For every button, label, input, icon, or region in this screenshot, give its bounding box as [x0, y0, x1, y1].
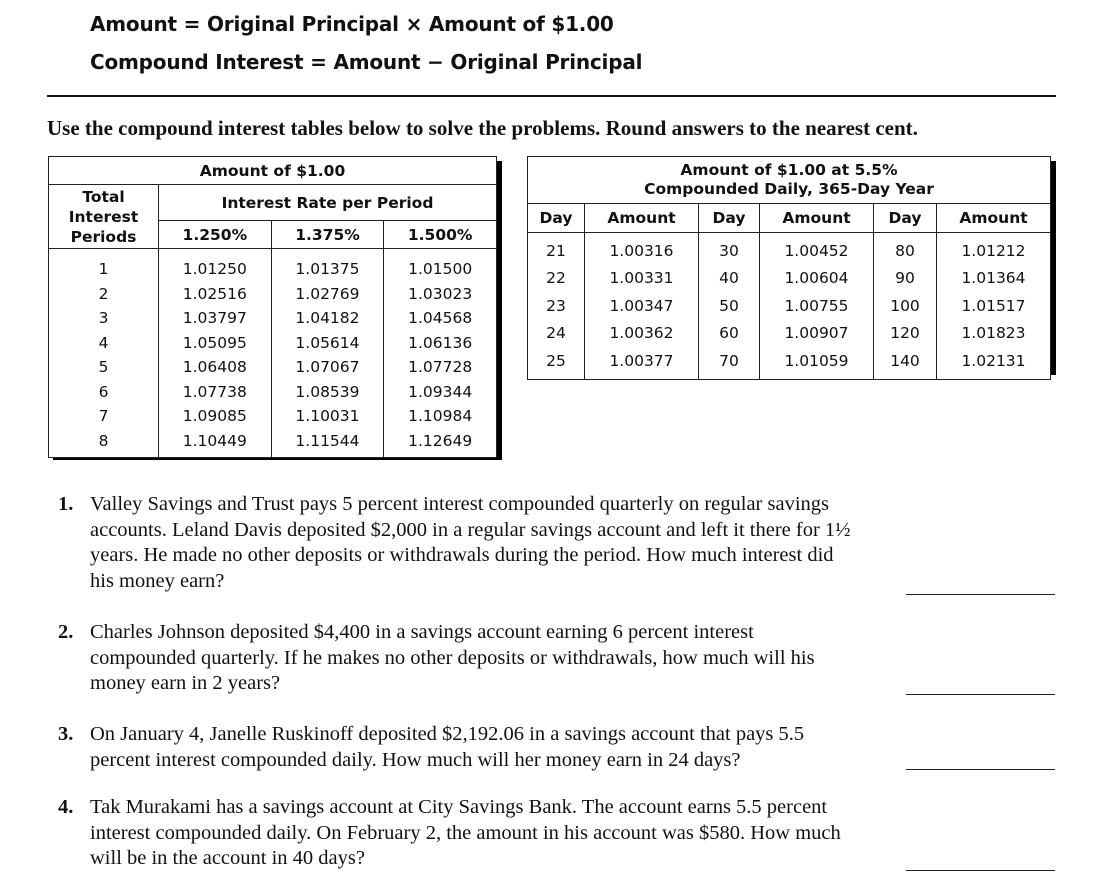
day-cell: 140 [874, 347, 937, 379]
day-cell: 25 [528, 347, 585, 379]
problem-text: On January 4, Janelle Ruskinoff deposited $2,192.06 in a savings account that pays 5.5 percent interest compounded daily. How much will her money earn in 24 days? [90, 723, 805, 771]
rate-header: 1.250% [159, 221, 272, 249]
problem-number: 3. [58, 723, 74, 745]
answer-blank-4[interactable] [906, 870, 1055, 871]
period-cell: 7 [49, 404, 159, 429]
day-header: Day [528, 204, 585, 233]
table-row [528, 347, 1051, 379]
value-cell: 1.01250 [159, 249, 272, 282]
rate-header: 1.375% [271, 221, 384, 249]
amount-cell: 1.00316 [585, 233, 699, 265]
formula-compound-interest: Compound Interest = Amount − Original Principal [90, 50, 643, 74]
problem-number: 1. [58, 493, 74, 515]
problem-2 [58, 620, 858, 697]
table-row [528, 320, 1051, 348]
value-cell: 1.07728 [384, 355, 497, 380]
amount-cell: 1.00907 [760, 320, 874, 348]
table-row [528, 233, 1051, 265]
answer-blank-1[interactable] [906, 594, 1055, 595]
period-cell: 8 [49, 429, 159, 458]
value-cell: 1.06136 [384, 331, 497, 356]
table-row [49, 249, 497, 282]
value-cell: 1.10984 [384, 404, 497, 429]
amount-cell: 1.01059 [760, 347, 874, 379]
problem-1 [58, 492, 858, 594]
day-cell: 40 [699, 265, 760, 293]
period-cell: 5 [49, 355, 159, 380]
answer-blank-2[interactable] [906, 694, 1055, 695]
table-row [49, 282, 497, 307]
table-row [49, 404, 497, 429]
value-cell: 1.11544 [271, 429, 384, 458]
table-title [528, 157, 1051, 204]
day-cell: 22 [528, 265, 585, 293]
value-cell: 1.03023 [384, 282, 497, 307]
table-title: Amount of $1.00 [49, 157, 497, 185]
period-cell: 4 [49, 331, 159, 356]
period-cell: 3 [49, 306, 159, 331]
table-row [49, 306, 497, 331]
amount-cell: 1.00347 [585, 292, 699, 320]
value-cell: 1.10449 [159, 429, 272, 458]
amount-cell: 1.00604 [760, 265, 874, 293]
value-cell: 1.02516 [159, 282, 272, 307]
amount-header: Amount [937, 204, 1051, 233]
day-cell: 120 [874, 320, 937, 348]
value-cell: 1.05614 [271, 331, 384, 356]
answer-blank-3[interactable] [906, 769, 1055, 770]
amount-cell: 1.00452 [760, 233, 874, 265]
problem-3 [58, 722, 858, 773]
table-row [49, 355, 497, 380]
amount-header: Amount [585, 204, 699, 233]
amount-cell: 1.01212 [937, 233, 1051, 265]
problem-number: 2. [58, 621, 74, 643]
value-cell: 1.04568 [384, 306, 497, 331]
value-cell: 1.09344 [384, 380, 497, 405]
value-cell: 1.03797 [159, 306, 272, 331]
amount-of-dollar-table [48, 156, 497, 458]
day-header: Day [699, 204, 760, 233]
amount-cell: 1.00362 [585, 320, 699, 348]
value-cell: 1.05095 [159, 331, 272, 356]
day-cell: 21 [528, 233, 585, 265]
table-row [49, 380, 497, 405]
instructions: Use the compound interest tables below to solve the problems. Round answers to the nearest cent. [47, 116, 918, 140]
problem-text: Valley Savings and Trust pays 5 percent interest compounded quarterly on regular savings accounts. Leland Davis deposited $2,000 in a regular savings account and left it there for 1½ years. He made no other deposits or withdrawals during the period. How much interest did his money earn? [90, 493, 851, 592]
value-cell: 1.01500 [384, 249, 497, 282]
daily-compounding-table [527, 156, 1051, 380]
amount-cell: 1.02131 [937, 347, 1051, 379]
day-cell: 70 [699, 347, 760, 379]
amount-header: Amount [760, 204, 874, 233]
day-cell: 90 [874, 265, 937, 293]
value-cell: 1.02769 [271, 282, 384, 307]
rate-group-header: Interest Rate per Period [159, 185, 497, 221]
value-cell: 1.12649 [384, 429, 497, 458]
value-cell: 1.06408 [159, 355, 272, 380]
day-cell: 23 [528, 292, 585, 320]
day-cell: 50 [699, 292, 760, 320]
table-title-line1: Amount of $1.00 at 5.5% [680, 161, 898, 179]
value-cell: 1.07738 [159, 380, 272, 405]
problem-text: Charles Johnson deposited $4,400 in a savings account earning 6 percent interest compounded quarterly. If he makes no other deposits or withdrawals, how much will his money earn in 2 years? [90, 621, 815, 694]
amount-cell: 1.01823 [937, 320, 1051, 348]
period-cell: 1 [49, 249, 159, 282]
table-row [49, 429, 497, 458]
period-cell: 6 [49, 380, 159, 405]
value-cell: 1.08539 [271, 380, 384, 405]
formula-amount: Amount = Original Principal × Amount of $1.00 [90, 12, 614, 36]
day-header: Day [874, 204, 937, 233]
value-cell: 1.10031 [271, 404, 384, 429]
table-row [49, 331, 497, 356]
rate-header: 1.500% [384, 221, 497, 249]
amount-cell: 1.00755 [760, 292, 874, 320]
periods-header: Total Interest Periods [49, 185, 159, 249]
day-cell: 24 [528, 320, 585, 348]
problem-4 [58, 795, 858, 872]
day-cell: 60 [699, 320, 760, 348]
value-cell: 1.07067 [271, 355, 384, 380]
day-cell: 100 [874, 292, 937, 320]
amount-cell: 1.01364 [937, 265, 1051, 293]
section-divider [47, 95, 1056, 97]
value-cell: 1.09085 [159, 404, 272, 429]
value-cell: 1.04182 [271, 306, 384, 331]
amount-cell: 1.00377 [585, 347, 699, 379]
amount-cell: 1.00331 [585, 265, 699, 293]
period-cell: 2 [49, 282, 159, 307]
day-cell: 80 [874, 233, 937, 265]
day-cell: 30 [699, 233, 760, 265]
table-title-line2: Compounded Daily, 365-Day Year [644, 180, 934, 198]
amount-cell: 1.01517 [937, 292, 1051, 320]
value-cell: 1.01375 [271, 249, 384, 282]
problem-text: Tak Murakami has a savings account at City Savings Bank. The account earns 5.5 percent interest compounded daily. On February 2, the amount in his account was $580. How much will be in the account in 40 days? [90, 796, 841, 869]
problem-number: 4. [58, 796, 74, 818]
table-row [528, 265, 1051, 293]
table-row [528, 292, 1051, 320]
